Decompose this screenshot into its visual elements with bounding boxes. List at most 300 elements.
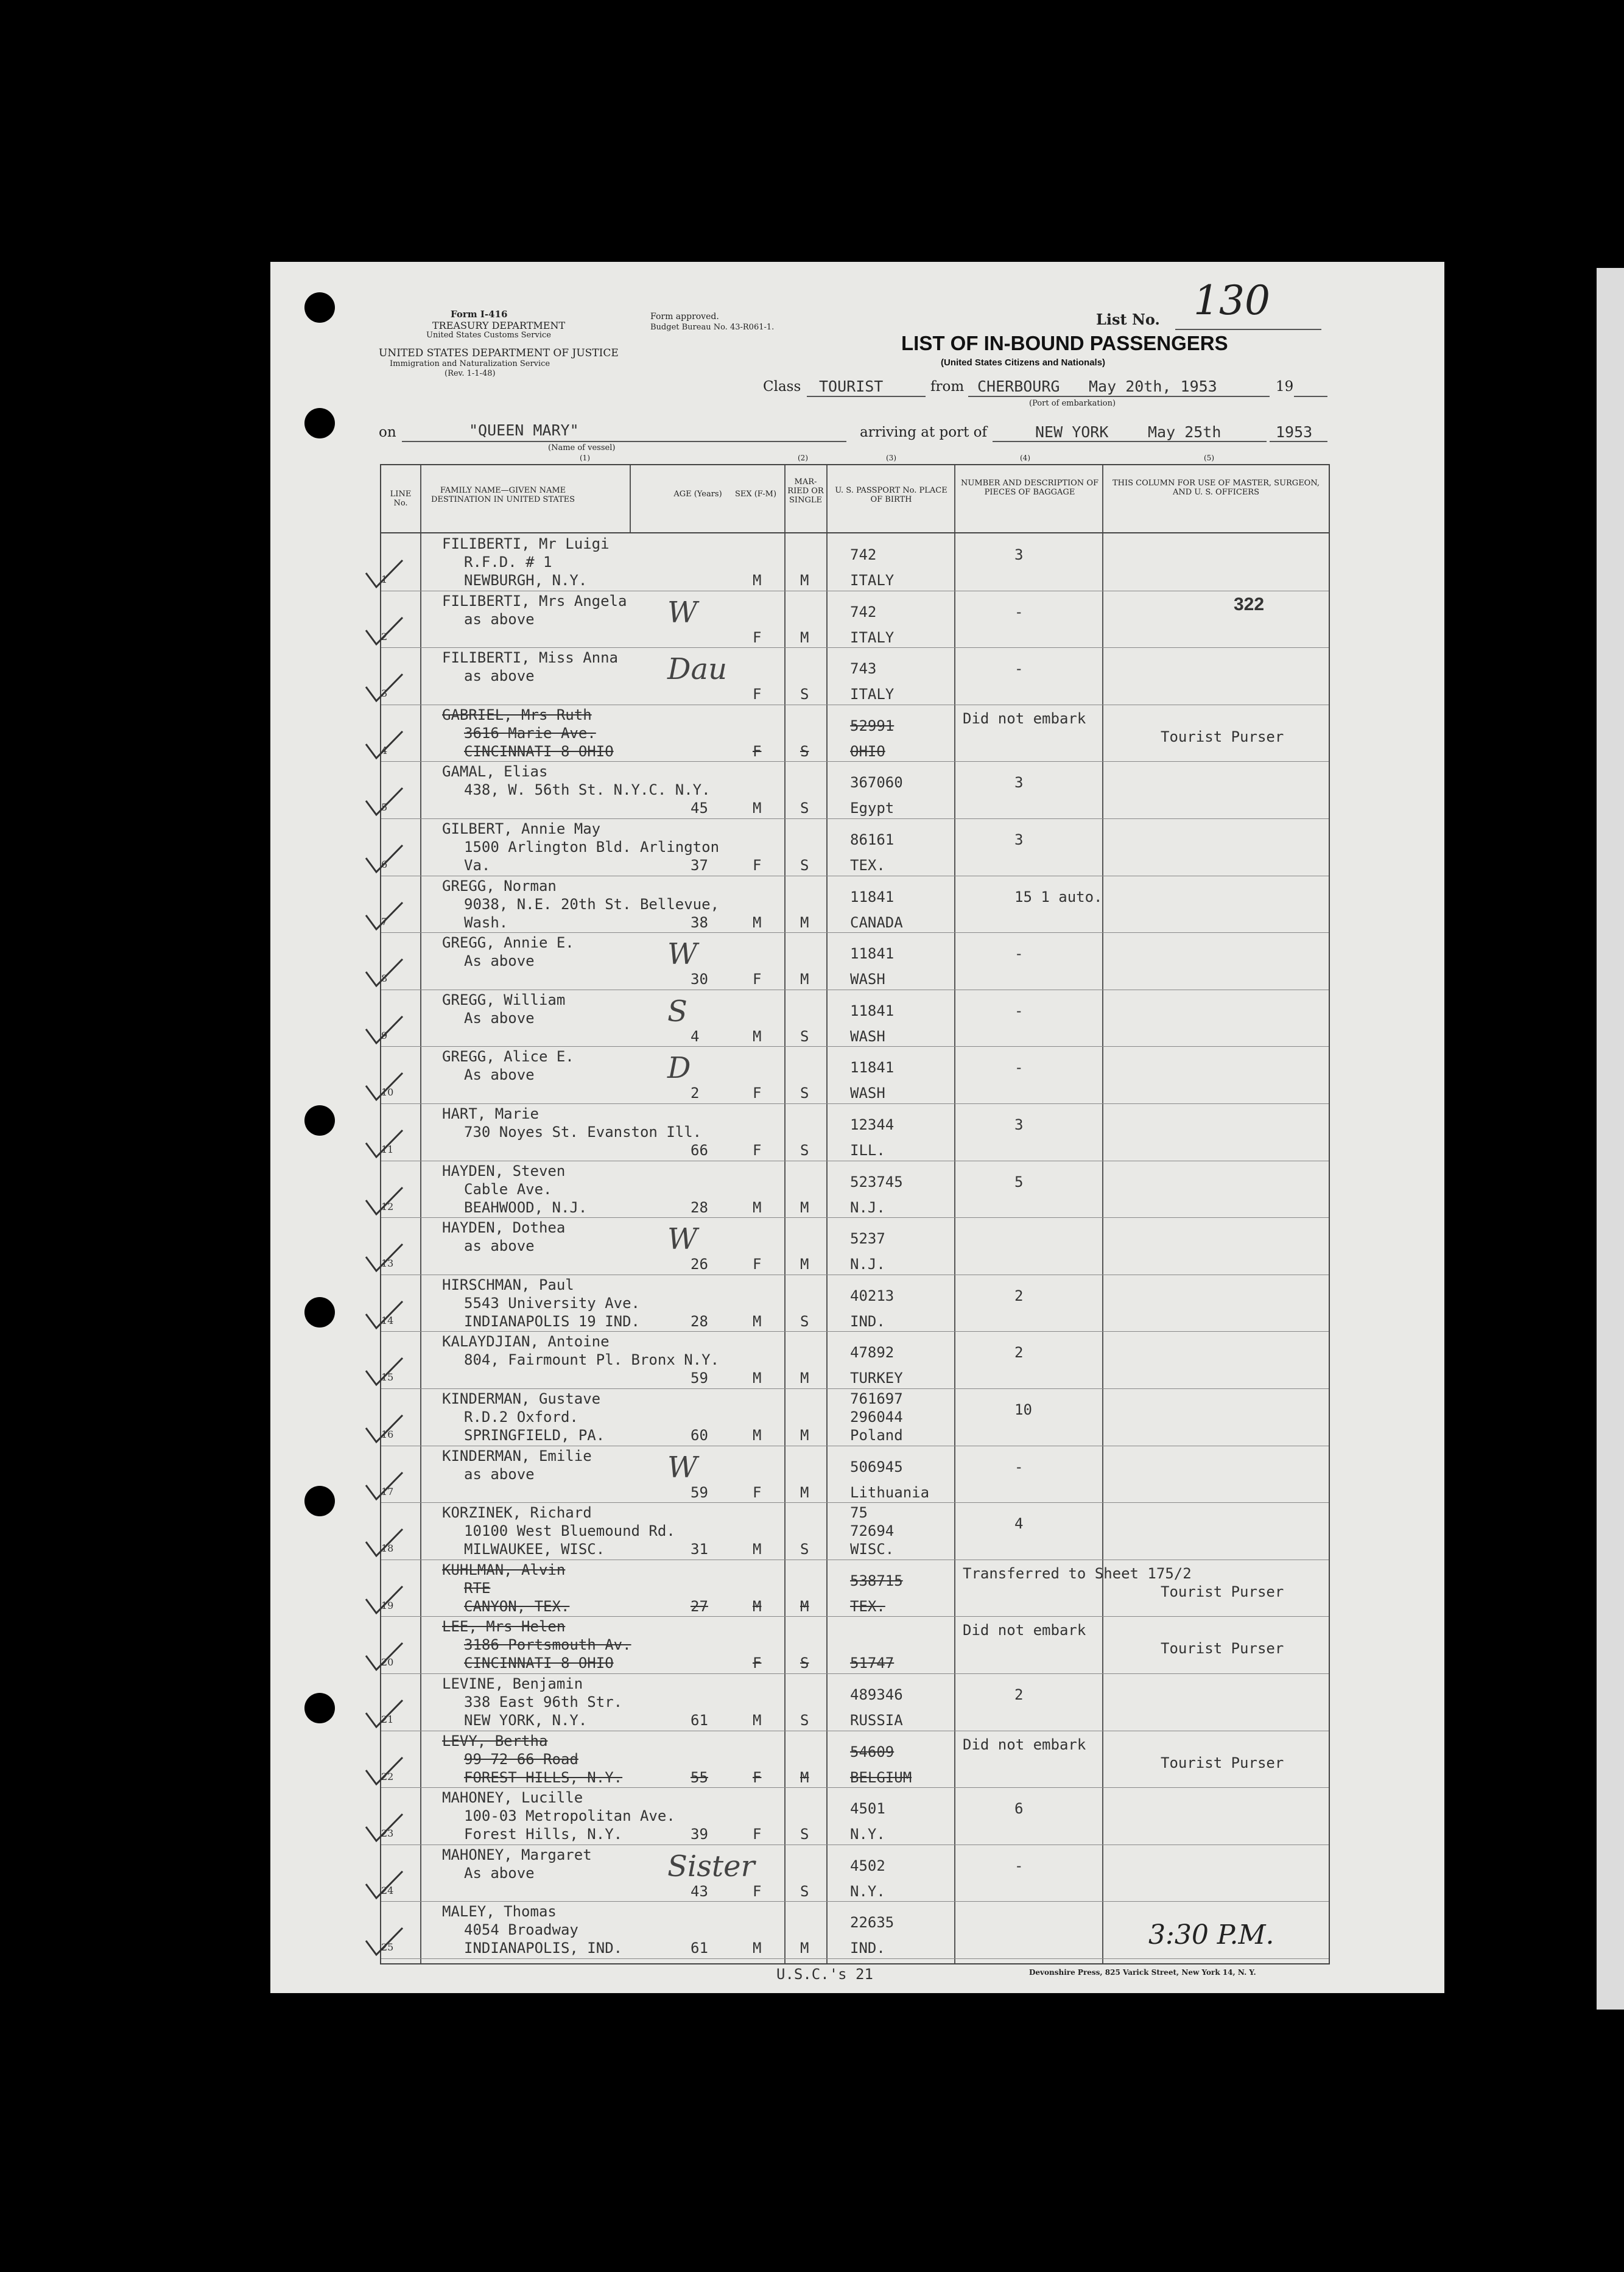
passenger-name: FILIBERTI, Mr Luigi xyxy=(442,535,610,552)
marital-status: S xyxy=(800,1027,809,1045)
check-mark-icon xyxy=(363,1641,406,1677)
table-row xyxy=(381,876,1329,934)
marital-status: M xyxy=(800,1198,809,1216)
class-label: Class xyxy=(763,379,801,395)
line-number: 10 xyxy=(381,1086,394,1099)
passenger-address: 730 Noyes St. Evanston Ill. xyxy=(464,1124,702,1141)
marital-status: M xyxy=(800,913,809,931)
check-mark-icon xyxy=(363,1128,406,1164)
usc-count: U.S.C.'s 21 xyxy=(776,1966,873,1983)
place-of-birth: IND. xyxy=(850,1940,885,1957)
place-of-birth: Poland xyxy=(850,1427,903,1444)
check-mark-icon xyxy=(363,1812,406,1848)
place-of-birth: WASH xyxy=(850,1085,885,1102)
col-num-5: (5) xyxy=(1204,454,1214,462)
passenger-address: CINCINNATI 8 OHIO xyxy=(464,742,614,760)
place-of-birth: IND. xyxy=(850,1312,885,1330)
check-mark-icon xyxy=(363,1299,406,1335)
check-mark-icon xyxy=(363,1470,406,1507)
place-of-birth: CANADA xyxy=(850,913,903,931)
line-number: 11 xyxy=(381,1144,394,1155)
vessel-line xyxy=(402,441,846,442)
table-row xyxy=(381,1103,1329,1161)
passenger-sex: F xyxy=(753,1256,762,1273)
col-num-4: (4) xyxy=(1020,454,1030,462)
form-approved: Form approved. xyxy=(650,312,719,322)
passenger-address: As above xyxy=(464,1864,535,1882)
check-mark-icon xyxy=(363,1242,406,1278)
col-married: MAR-RIED OR SINGLE xyxy=(787,477,824,505)
col-line-no: LINE No. xyxy=(390,490,412,508)
passenger-name: KINDERMAN, Gustave xyxy=(442,1390,601,1407)
passenger-address: 4054 Broadway xyxy=(464,1921,578,1939)
place-of-birth: OHIO xyxy=(850,742,885,760)
place-of-birth: ITALY xyxy=(850,572,895,589)
baggage-count: 2 xyxy=(1014,1344,1024,1362)
place-of-birth: ITALY xyxy=(850,686,895,703)
punch-hole xyxy=(304,1297,335,1328)
passenger-age: 61 xyxy=(691,1940,708,1957)
baggage-count: 2 xyxy=(1014,1686,1024,1703)
place-of-birth: Lithuania xyxy=(850,1483,930,1501)
baggage-count: 3 xyxy=(1014,774,1024,792)
place-of-birth: ITALY xyxy=(850,628,895,646)
passenger-address: As above xyxy=(464,1066,535,1084)
baggage-count: - xyxy=(1014,1458,1024,1475)
baggage-count: - xyxy=(1014,945,1024,963)
passenger-name: MALEY, Thomas xyxy=(442,1903,557,1921)
passenger-address: NEW YORK, N.Y. xyxy=(464,1712,588,1729)
passport-number: 11841 xyxy=(850,888,895,906)
check-mark-icon xyxy=(363,1413,406,1449)
class-line xyxy=(807,396,926,397)
col-divider xyxy=(630,465,631,532)
handwritten-relation: D xyxy=(667,1051,691,1086)
table-row xyxy=(381,1560,1329,1617)
marital-status: M xyxy=(800,1256,809,1273)
passenger-age: 61 xyxy=(691,1712,708,1729)
passenger-address: 1500 Arlington Bld. Arlington xyxy=(464,839,720,856)
line-number: 3 xyxy=(381,688,388,700)
passenger-address: NEWBURGH, N.Y. xyxy=(464,572,588,589)
page-subtitle: (United States Citizens and Nationals) xyxy=(941,357,1106,368)
passport-number: 742 xyxy=(850,546,877,563)
marital-status: S xyxy=(800,1142,809,1159)
arriving-label: arriving at port of xyxy=(860,424,987,440)
passenger-address: 438, W. 56th St. N.Y.C. N.Y. xyxy=(464,781,711,799)
handwritten-relation: W xyxy=(667,1222,698,1257)
place-of-birth: N.J. xyxy=(850,1198,885,1216)
on-label: on xyxy=(379,424,396,440)
passenger-name: HAYDEN, Steven xyxy=(442,1162,566,1180)
check-mark-icon xyxy=(363,1584,406,1620)
handwritten-relation: W xyxy=(667,937,698,972)
col-passport: U. S. PASSPORT No. PLACE OF BIRTH xyxy=(835,486,947,504)
officer-note: Tourist Purser xyxy=(1161,1754,1284,1771)
from-value: CHERBOURG xyxy=(977,378,1060,395)
passenger-sex: M xyxy=(753,572,762,589)
budget-bureau: Budget Bureau No. 43-R061-1. xyxy=(650,323,775,332)
passport-number: 523745 xyxy=(850,1173,903,1191)
passenger-age: 55 xyxy=(691,1768,708,1786)
passenger-age: 59 xyxy=(691,1370,708,1387)
passport-number: 4501 xyxy=(850,1800,885,1818)
handwritten-relation: Sister xyxy=(667,1849,755,1883)
col-num-1: (1) xyxy=(580,454,590,462)
passenger-name: LEE, Mrs Helen xyxy=(442,1618,566,1636)
passenger-address: 5543 University Ave. xyxy=(464,1294,640,1312)
passenger-sex: M xyxy=(753,1370,762,1387)
passport-number: 538715 xyxy=(850,1572,903,1589)
table-row xyxy=(381,647,1329,705)
passport-number: 86161 xyxy=(850,831,895,848)
passenger-age: 45 xyxy=(691,800,708,817)
line-number: 4 xyxy=(381,744,388,756)
passenger-name: KALAYDJIAN, Antoine xyxy=(442,1333,610,1351)
passenger-address: R.D.2 Oxford. xyxy=(464,1409,578,1426)
line-number: 12 xyxy=(381,1200,394,1212)
line-number: 6 xyxy=(381,859,388,870)
marital-status: M xyxy=(800,1427,809,1444)
line-number: 8 xyxy=(381,972,388,985)
class-value: TOURIST xyxy=(819,378,884,395)
passenger-sex: M xyxy=(753,1312,762,1330)
passenger-address: INDIANAPOLIS, IND. xyxy=(464,1940,623,1957)
line-number: 16 xyxy=(381,1429,394,1440)
marital-status: S xyxy=(800,1312,809,1330)
passenger-sex: F xyxy=(753,1483,762,1501)
passport-number: 489346 xyxy=(850,1686,903,1703)
passenger-sex: M xyxy=(753,1427,762,1444)
marital-status: M xyxy=(800,628,809,646)
marital-status: S xyxy=(800,686,809,703)
passenger-address: FOREST HILLS, N.Y. xyxy=(464,1768,623,1786)
passenger-name: GREGG, Alice E. xyxy=(442,1048,574,1066)
passenger-sex: M xyxy=(753,1597,762,1615)
officer-note: Tourist Purser xyxy=(1161,1640,1284,1658)
passenger-address: 3616 Marie Ave. xyxy=(464,724,596,742)
page-title: LIST OF IN-BOUND PASSENGERS xyxy=(901,332,1228,354)
place-of-birth: Egypt xyxy=(850,800,895,817)
year-label: 19 xyxy=(1276,379,1294,395)
place-of-birth: ILL. xyxy=(850,1142,885,1159)
passport-number: 11841 xyxy=(850,945,895,963)
marital-status: S xyxy=(800,1085,809,1102)
baggage-count: Did not embark xyxy=(963,709,1086,727)
passenger-address: as above xyxy=(464,610,535,628)
table-row xyxy=(381,1446,1329,1504)
passport-number: 47892 xyxy=(850,1344,895,1362)
place-of-birth: RUSSIA xyxy=(850,1712,903,1729)
table-row xyxy=(381,1331,1329,1389)
col-num-2: (2) xyxy=(798,454,808,462)
passport-number: 743 xyxy=(850,660,877,678)
passenger-name: KINDERMAN, Emilie xyxy=(442,1447,592,1465)
passport-number: 12344 xyxy=(850,1116,895,1133)
line-number: 5 xyxy=(381,801,388,814)
baggage-count: Did not embark xyxy=(963,1622,1086,1639)
line-number: 13 xyxy=(381,1257,394,1270)
passport-number: 72694 xyxy=(850,1522,895,1540)
passenger-address: CINCINNATI 8 OHIO xyxy=(464,1655,614,1672)
baggage-count: 2 xyxy=(1014,1287,1024,1304)
check-mark-icon xyxy=(363,1698,406,1734)
baggage-count: 3 xyxy=(1014,1116,1024,1133)
baggage-count: - xyxy=(1014,660,1024,678)
col-baggage: NUMBER AND DESCRIPTION OF PIECES OF BAGGAGE xyxy=(960,479,1098,497)
passenger-address: as above xyxy=(464,1465,535,1483)
check-mark-icon xyxy=(363,900,406,937)
doj: UNITED STATES DEPARTMENT OF JUSTICE xyxy=(379,347,619,359)
passenger-name: HIRSCHMAN, Paul xyxy=(442,1276,574,1293)
passenger-name: MAHONEY, Lucille xyxy=(442,1789,583,1807)
passenger-name: KUHLMAN, Alvin xyxy=(442,1561,566,1578)
marital-status: S xyxy=(800,1541,809,1558)
arrival-port: NEW YORK xyxy=(1035,423,1109,441)
check-mark-icon xyxy=(363,1356,406,1392)
passenger-name: GABRIEL, Mrs Ruth xyxy=(442,706,592,723)
marital-status: M xyxy=(800,1483,809,1501)
passport-number: 11841 xyxy=(850,1002,895,1019)
line-number: 21 xyxy=(381,1714,394,1725)
line-number: 1 xyxy=(381,574,388,585)
passport-number: 742 xyxy=(850,603,877,621)
passenger-sex: F xyxy=(753,857,762,874)
line-number: 7 xyxy=(381,915,388,927)
check-mark-icon xyxy=(363,957,406,993)
passenger-address: 10100 West Bluemound Rd. xyxy=(464,1522,675,1540)
passenger-address: BEAHWOOD, N.J. xyxy=(464,1198,588,1216)
passenger-name: KORZINEK, Richard xyxy=(442,1504,592,1522)
passport-number: 506945 xyxy=(850,1458,903,1475)
check-mark-icon xyxy=(363,729,406,765)
check-mark-icon xyxy=(363,558,406,594)
check-mark-icon xyxy=(363,672,406,708)
col-sex: SEX (F-M) xyxy=(734,490,777,499)
table-row xyxy=(381,705,1329,762)
passenger-name: HAYDEN, Dothea xyxy=(442,1219,566,1237)
list-number: 130 xyxy=(1193,277,1270,324)
handwritten-relation: Dau xyxy=(667,652,728,687)
marital-status: S xyxy=(800,1655,809,1672)
table-row xyxy=(381,1731,1329,1788)
passenger-address: INDIANAPOLIS 19 IND. xyxy=(464,1312,640,1330)
passport-number: 40213 xyxy=(850,1287,895,1304)
passenger-age: 38 xyxy=(691,913,708,931)
passenger-sex: F xyxy=(753,1655,762,1672)
vessel-note: (Name of vessel) xyxy=(548,443,616,452)
check-mark-icon xyxy=(363,615,406,652)
line-number: 20 xyxy=(381,1656,394,1669)
vessel-name: "QUEEN MARY" xyxy=(469,421,579,439)
check-mark-icon xyxy=(363,1755,406,1792)
line-number: 18 xyxy=(381,1542,394,1555)
place-of-birth: TURKEY xyxy=(850,1370,903,1387)
marital-status: M xyxy=(800,1597,809,1615)
table-row xyxy=(381,761,1329,819)
passenger-address: 9038, N.E. 20th St. Bellevue, xyxy=(464,895,720,913)
passenger-age: 30 xyxy=(691,971,708,988)
passenger-name: FILIBERTI, Miss Anna xyxy=(442,649,618,667)
check-mark-icon xyxy=(363,1527,406,1563)
place-of-birth: N.Y. xyxy=(850,1882,885,1900)
treasury-dept: TREASURY DEPARTMENT xyxy=(432,320,566,331)
place-of-birth: WISC. xyxy=(850,1541,895,1558)
marital-status: S xyxy=(800,1826,809,1843)
baggage-count: - xyxy=(1014,1059,1024,1077)
arrival-year-line xyxy=(1270,441,1327,442)
passenger-name: LEVY, Bertha xyxy=(442,1732,548,1750)
year-line xyxy=(1294,396,1327,397)
table-row xyxy=(381,1787,1329,1845)
passenger-age: 4 xyxy=(691,1027,700,1045)
passenger-age: 31 xyxy=(691,1541,708,1558)
passenger-address: Cable Ave. xyxy=(464,1180,552,1198)
line-number: 2 xyxy=(381,630,388,642)
passenger-name: HART, Marie xyxy=(442,1105,539,1122)
baggage-count: 6 xyxy=(1014,1800,1024,1818)
passenger-address: R.F.D. # 1 xyxy=(464,554,552,571)
passenger-table xyxy=(380,464,1330,1964)
passenger-name: GAMAL, Elias xyxy=(442,763,548,781)
passenger-sex: F xyxy=(753,686,762,703)
baggage-count: - xyxy=(1014,603,1024,621)
line-number: 15 xyxy=(381,1371,394,1384)
adjacent-sheet-edge xyxy=(1597,268,1624,2010)
passenger-sex: M xyxy=(753,1712,762,1729)
table-row xyxy=(381,990,1329,1047)
marital-status: M xyxy=(800,1370,809,1387)
passenger-address: Wash. xyxy=(464,913,508,931)
passport-number: 5237 xyxy=(850,1230,885,1248)
passenger-sex: M xyxy=(753,1198,762,1216)
line-number: 24 xyxy=(381,1884,394,1896)
passenger-address: 804, Fairmount Pl. Bronx N.Y. xyxy=(464,1351,720,1369)
passenger-name: GILBERT, Annie May xyxy=(442,820,601,837)
passenger-address: SPRINGFIELD, PA. xyxy=(464,1427,605,1444)
passenger-age: 59 xyxy=(691,1483,708,1501)
list-no-line xyxy=(1175,329,1321,330)
punch-hole xyxy=(304,1693,335,1723)
passenger-sex: F xyxy=(753,1142,762,1159)
passenger-age: 2 xyxy=(691,1085,700,1102)
passenger-age: 66 xyxy=(691,1142,708,1159)
passenger-age: 28 xyxy=(691,1312,708,1330)
place-of-birth: TEX. xyxy=(850,857,885,874)
arrival-line xyxy=(993,441,1267,442)
passenger-name: GREGG, William xyxy=(442,991,566,1008)
port-note: (Port of embarkation) xyxy=(1029,399,1116,408)
place-of-birth: N.Y. xyxy=(850,1826,885,1843)
marital-status: S xyxy=(800,742,809,760)
passenger-age: 43 xyxy=(691,1882,708,1900)
passport-number: 367060 xyxy=(850,774,903,792)
officer-note: Tourist Purser xyxy=(1161,728,1284,745)
place-of-birth: WASH xyxy=(850,971,885,988)
officer-note: Tourist Purser xyxy=(1161,1583,1284,1600)
passport-number: 4502 xyxy=(850,1857,885,1874)
check-mark-icon xyxy=(363,1185,406,1222)
from-line xyxy=(968,396,1270,397)
table-row xyxy=(381,591,1329,649)
check-mark-icon xyxy=(363,1014,406,1050)
table-row xyxy=(381,1217,1329,1275)
marital-status: S xyxy=(800,1882,809,1900)
check-mark-icon xyxy=(363,786,406,822)
baggage-count: 15 1 auto. xyxy=(1014,888,1103,906)
table-row xyxy=(381,932,1329,990)
punch-hole xyxy=(304,1486,335,1516)
passenger-name: MAHONEY, Margaret xyxy=(442,1846,592,1863)
marital-status: S xyxy=(800,1712,809,1729)
marital-status: M xyxy=(800,572,809,589)
printer-imprint: Devonshire Press, 825 Varick Street, New York 14, N. Y. xyxy=(1029,1968,1256,1977)
ins: Immigration and Naturalization Service xyxy=(390,359,550,368)
passport-number: 52991 xyxy=(850,717,895,734)
passenger-address: 3186 Portsmouth Av. xyxy=(464,1636,631,1654)
passenger-age: 60 xyxy=(691,1427,708,1444)
from-label: from xyxy=(930,379,965,395)
passport-number: 51747 xyxy=(850,1655,895,1672)
baggage-count: Did not embark xyxy=(963,1736,1086,1753)
passenger-address: As above xyxy=(464,1009,535,1027)
table-row xyxy=(381,533,1329,591)
place-of-birth: WASH xyxy=(850,1027,885,1045)
table-row xyxy=(381,1502,1329,1560)
table-row xyxy=(381,1845,1329,1902)
line-number: 25 xyxy=(381,1941,394,1954)
passenger-address: RTE xyxy=(464,1579,491,1597)
table-row xyxy=(381,1901,1329,1959)
line-number: 9 xyxy=(381,1029,388,1041)
place-of-birth: TEX. xyxy=(850,1597,885,1615)
marital-status: S xyxy=(800,857,809,874)
check-mark-icon xyxy=(363,843,406,879)
passenger-sex: M xyxy=(753,913,762,931)
passenger-address: 99 72 66 Road xyxy=(464,1750,578,1768)
passenger-age: 26 xyxy=(691,1256,708,1273)
table-row xyxy=(381,1673,1329,1731)
baggage-count: - xyxy=(1014,1857,1024,1874)
arrival-date: May 25th xyxy=(1148,423,1222,441)
marital-status: M xyxy=(800,971,809,988)
officer-note: 322 xyxy=(1234,594,1265,614)
col-name: FAMILY NAME—GIVEN NAME DESTINATION IN UNITED STATES xyxy=(431,486,575,504)
table-row xyxy=(381,1388,1329,1446)
passenger-age: 28 xyxy=(691,1198,708,1216)
punch-hole xyxy=(304,1105,335,1136)
punch-hole xyxy=(304,408,335,438)
col-num-3: (3) xyxy=(886,454,896,462)
passenger-address: Forest Hills, N.Y. xyxy=(464,1826,623,1843)
baggage-count: 4 xyxy=(1014,1515,1024,1533)
passenger-address: 338 East 96th Str. xyxy=(464,1693,623,1711)
table-row xyxy=(381,1616,1329,1674)
passenger-sex: M xyxy=(753,800,762,817)
passenger-address: Va. xyxy=(464,857,491,874)
passenger-sex: F xyxy=(753,1085,762,1102)
check-mark-icon xyxy=(363,1071,406,1107)
table-row xyxy=(381,1275,1329,1332)
revision: (Rev. 1-1-48) xyxy=(445,369,496,378)
passenger-age: 37 xyxy=(691,857,708,874)
table-row xyxy=(381,818,1329,876)
handwritten-relation: S xyxy=(667,994,687,1029)
place-of-birth: BELGIUM xyxy=(850,1768,912,1786)
passenger-address: MILWAUKEE, WISC. xyxy=(464,1541,605,1558)
passenger-sex: F xyxy=(753,1768,762,1786)
passport-number: 11841 xyxy=(850,1059,895,1077)
